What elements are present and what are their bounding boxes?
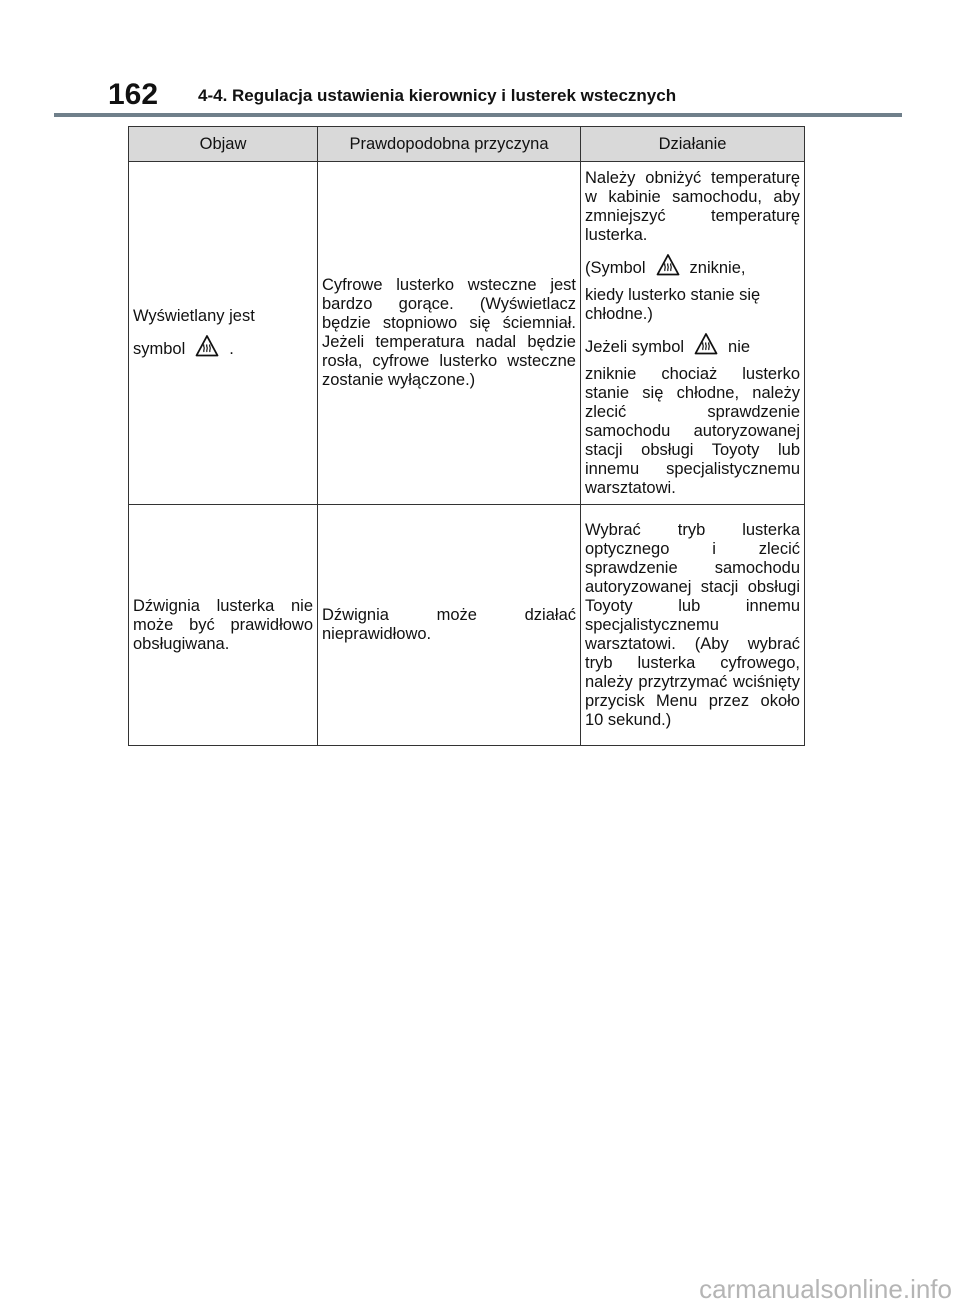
hot-warning-icon <box>656 253 680 277</box>
action-p4-start: Jeżeli symbol <box>585 337 685 356</box>
action-p4-end: nie <box>728 337 751 356</box>
action-paragraph-5: zniknie chociaż lusterko stanie się chłodne, należy zlecić sprawdzenie samochodu autoryzowanej stacji obsługi Toyoty lub innemu specjalistycznemu warsztatowi. <box>585 364 800 497</box>
symptom-cell <box>129 162 318 505</box>
hot-warning-icon <box>195 334 219 358</box>
cause-cell: Cyfrowe lusterko wsteczne jest bardzo gorące. (Wyświetlacz będzie stopniowo się ściemniał. Jeżeli temperatura nadal będzie rosła, cyfrowe lusterko wsteczne zostanie wyłączone.) <box>318 162 581 505</box>
header-divider <box>54 113 902 117</box>
symptom-line2-text: symbol <box>133 340 186 358</box>
cause-cell: Dźwignia może działać nieprawidłowo. <box>318 505 581 746</box>
action-p2-end: zniknie, <box>689 258 746 277</box>
action-cell: Wybrać tryb lusterka optycznego i zlecić sprawdzenie samochodu autoryzowanej stacji obsługi Toyoty lub innemu specjalistycznemu warsztatowi. (Aby wybrać tryb lusterka cyfrowego, należy przytrzymać wciśnięty przycisk Menu przez około 10 sekund.) <box>581 505 805 746</box>
table-header-row <box>129 127 805 162</box>
table-row <box>129 505 805 746</box>
page-header <box>0 0 960 120</box>
page-number: 162 <box>108 78 159 111</box>
troubleshooting-table <box>128 126 805 746</box>
symptom-cell: Dźwignia lusterka nie może być prawidłowo obsługiwana. <box>129 505 318 746</box>
table-row <box>129 162 805 505</box>
action-paragraph-2 <box>585 253 800 278</box>
action-paragraph-4 <box>585 332 800 357</box>
action-cell <box>581 162 805 505</box>
action-paragraph-1: Należy obniżyć temperaturę w kabinie samochodu, aby zmniejszyć temperaturę lusterka. <box>585 168 800 244</box>
column-header-action: Działanie <box>581 127 805 162</box>
watermark: carmanualsonline.info <box>699 1274 952 1304</box>
symptom-line2 <box>133 334 313 359</box>
column-header-symptom: Objaw <box>129 127 318 162</box>
section-title: 4-4. Regulacja ustawienia kierownicy i lusterek wstecznych <box>198 86 677 105</box>
column-header-cause: Prawdopodobna przyczyna <box>318 127 581 162</box>
hot-warning-icon <box>694 332 718 356</box>
action-p2-start: (Symbol <box>585 258 646 277</box>
symptom-line1: Wyświetlany jest <box>133 307 255 325</box>
symptom-line2-end: . <box>229 340 234 358</box>
action-paragraph-3: kiedy lusterko stanie się chłodne.) <box>585 285 761 323</box>
